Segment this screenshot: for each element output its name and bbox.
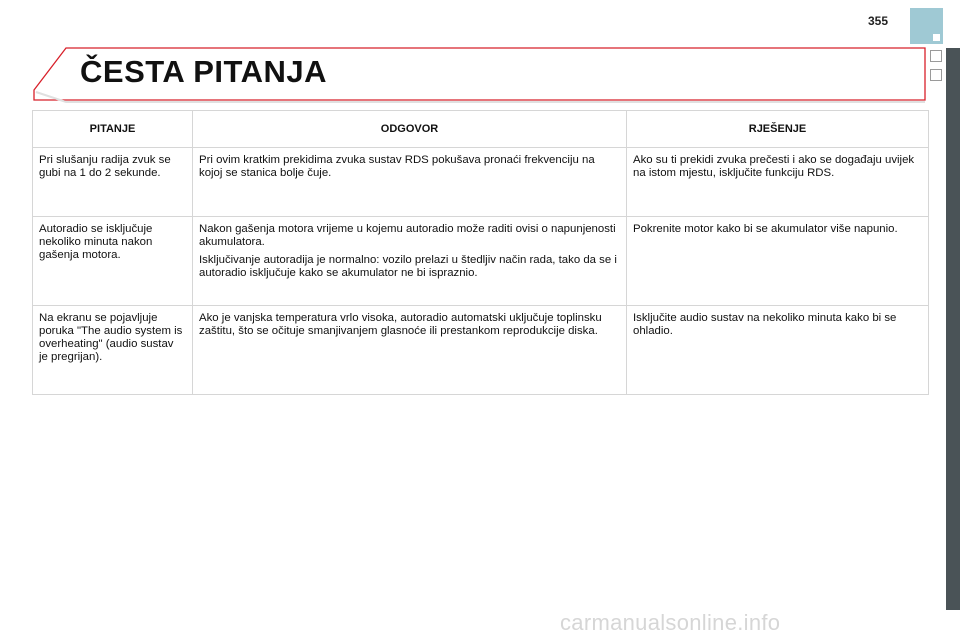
- side-nav-squares: [930, 50, 942, 88]
- answer-paragraph: Ako je vanjska temperatura vrlo visoka, autoradio automatski uključuje toplinsku zaštitu, što se očituje smanjivanjem glasnoće ili prestankom reprodukcije diska.: [199, 312, 602, 337]
- nav-square: [930, 50, 942, 62]
- answer-paragraph: Isključivanje autoradija je normalno: vozilo prelazi u štedljiv način rada, tako da se i autoradio isključuje kako se akumulator ne bi ispraznio.: [199, 254, 617, 279]
- nav-square: [930, 69, 942, 81]
- table-row: [33, 148, 929, 217]
- solution-cell: Isključite audio sustav na nekoliko minuta kako bi se ohladio.: [627, 306, 929, 395]
- answer-paragraph: Nakon gašenja motora vrijeme u kojemu autoradio može raditi ovisi o napunjenosti akumulatora.: [199, 223, 616, 248]
- table-row: [33, 217, 929, 306]
- header-question: PITANJE: [33, 111, 193, 148]
- watermark[interactable]: carmanualsonline.info: [560, 610, 781, 635]
- question-cell: Na ekranu se pojavljuje poruka "The audio system is overheating" (audio sustav je pregrijan).: [33, 306, 193, 395]
- corner-tab-mark: [933, 34, 940, 41]
- table-row: [33, 306, 929, 395]
- solution-cell: Ako su ti prekidi zvuka prečesti i ako se događaju uvijek na istom mjestu, isključite funkciju RDS.: [627, 148, 929, 217]
- answer-cell: [193, 217, 627, 306]
- question-cell: Autoradio se isključuje nekoliko minuta nakon gašenja motora.: [33, 217, 193, 306]
- header-answer: ODGOVOR: [193, 111, 627, 148]
- faq-table: [32, 110, 929, 395]
- page-number: 355: [868, 14, 889, 28]
- header-solution: RJEŠENJE: [627, 111, 929, 148]
- page-title: ČESTA PITANJA: [80, 54, 328, 89]
- question-cell: Pri slušanju radija zvuk se gubi na 1 do 2 sekunde.: [33, 148, 193, 217]
- side-bar: [946, 48, 960, 610]
- answer-paragraph: Pri ovim kratkim prekidima zvuka sustav RDS pokušava pronaći frekvenciju na kojoj se stanica bolje čuje.: [199, 154, 595, 179]
- table-header-row: [33, 111, 929, 148]
- answer-cell: [193, 148, 627, 217]
- solution-cell: Pokrenite motor kako bi se akumulator više napunio.: [627, 217, 929, 306]
- answer-cell: [193, 306, 627, 395]
- corner-tab: [910, 8, 943, 44]
